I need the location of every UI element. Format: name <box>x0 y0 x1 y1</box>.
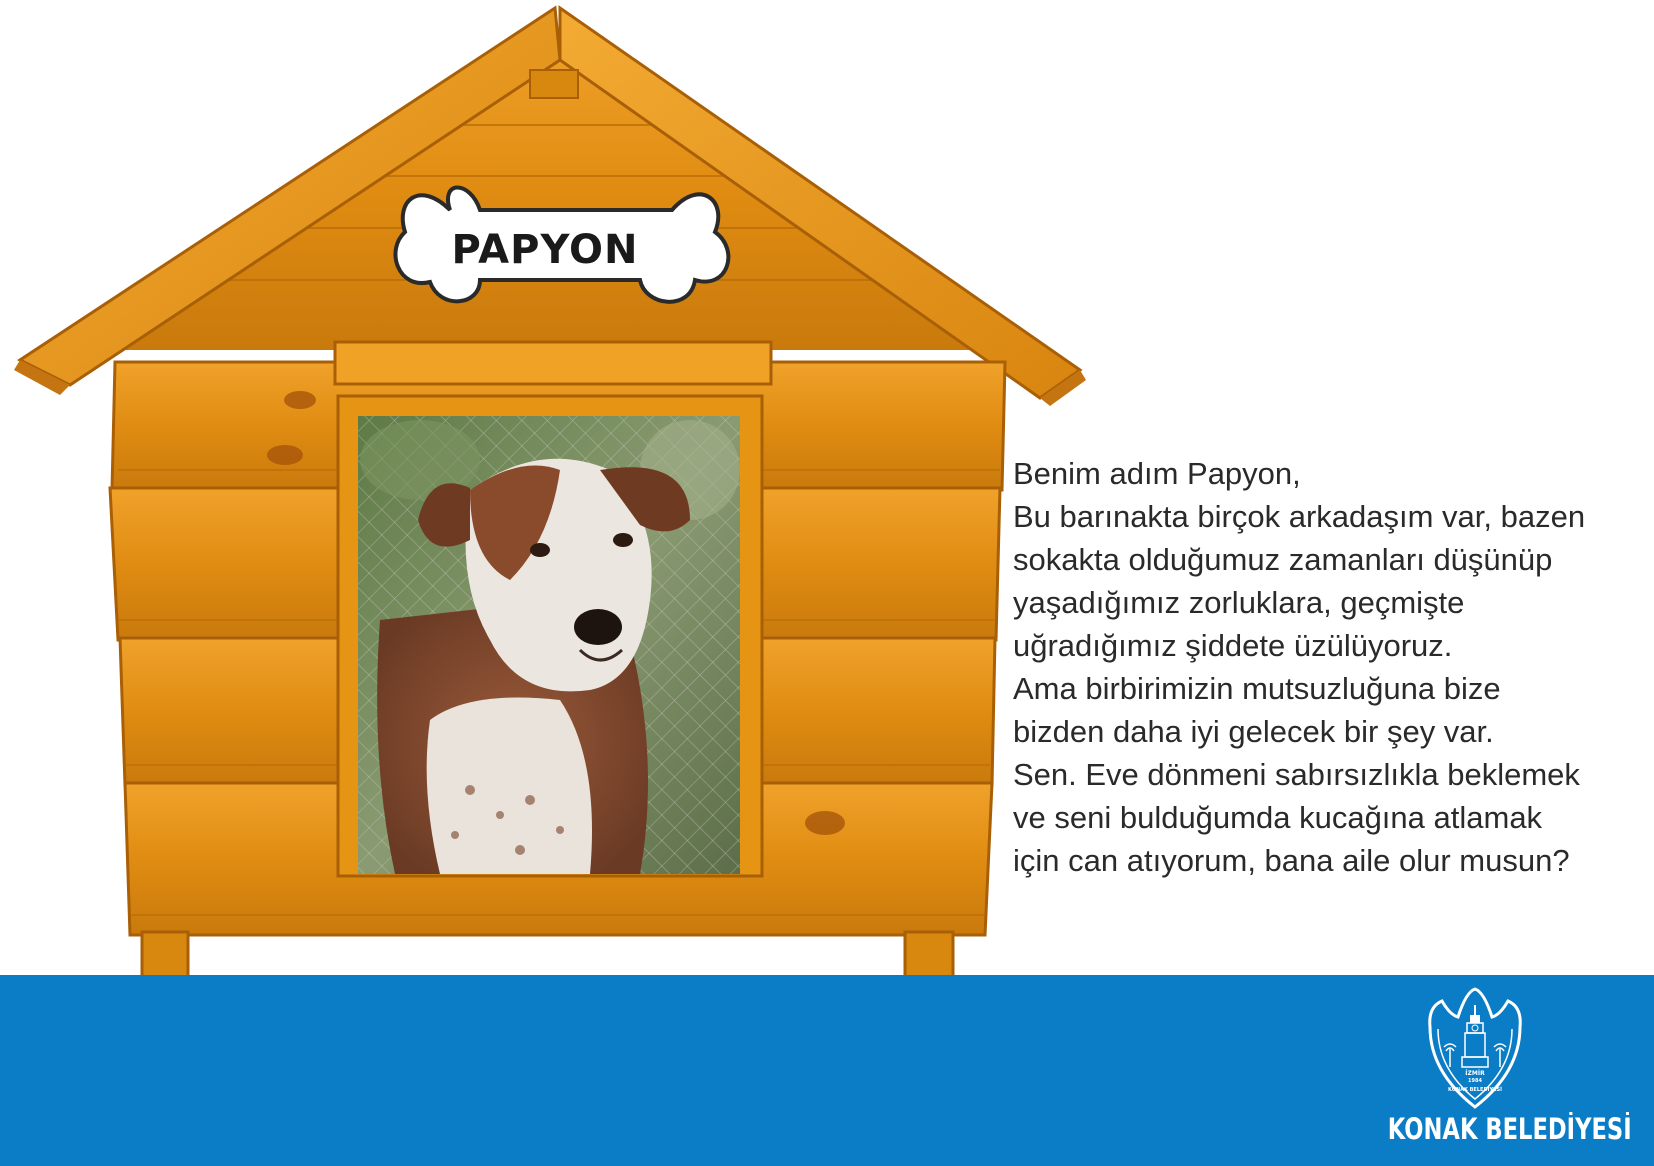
story-line: bizden daha iyi gelecek bir şey var. <box>1013 714 1494 749</box>
bone-nameplate-label: PAPYON <box>451 227 639 273</box>
story-line: Ama birbirimizin mutsuzluğuna bize <box>1013 671 1501 706</box>
story-line: Bu barınakta birçok arkadaşım var, bazen <box>1013 499 1586 534</box>
adoption-story <box>1013 452 1643 882</box>
story-line: Sen. Eve dönmeni sabırsızlıkla beklemek <box>1013 757 1580 792</box>
story-line: sokakta olduğumuz zamanları düşünüp <box>1013 542 1553 577</box>
story-line: ve seni bulduğumda kucağına atlamak <box>1013 800 1543 835</box>
leg-right <box>905 932 953 977</box>
story-line: uğradığımız şiddete üzülüyoruz. <box>1013 628 1453 663</box>
dog-photo <box>358 416 740 874</box>
konak-belediyesi-logo <box>1420 987 1530 1112</box>
svg-text:1984: 1984 <box>1468 1078 1482 1084</box>
org-name: KONAK BELEDİYESİ <box>1387 1112 1632 1146</box>
story-line: yaşadığımız zorluklara, geçmişte <box>1013 585 1465 620</box>
story-line: Benim adım Papyon, <box>1013 456 1301 491</box>
leg-left <box>142 932 188 977</box>
svg-text:İZMİR: İZMİR <box>1465 1070 1485 1077</box>
story-line: için can atıyorum, bana aile olur musun? <box>1013 843 1570 878</box>
svg-text:KONAK BELEDİYESİ: KONAK BELEDİYESİ <box>1448 1087 1502 1093</box>
